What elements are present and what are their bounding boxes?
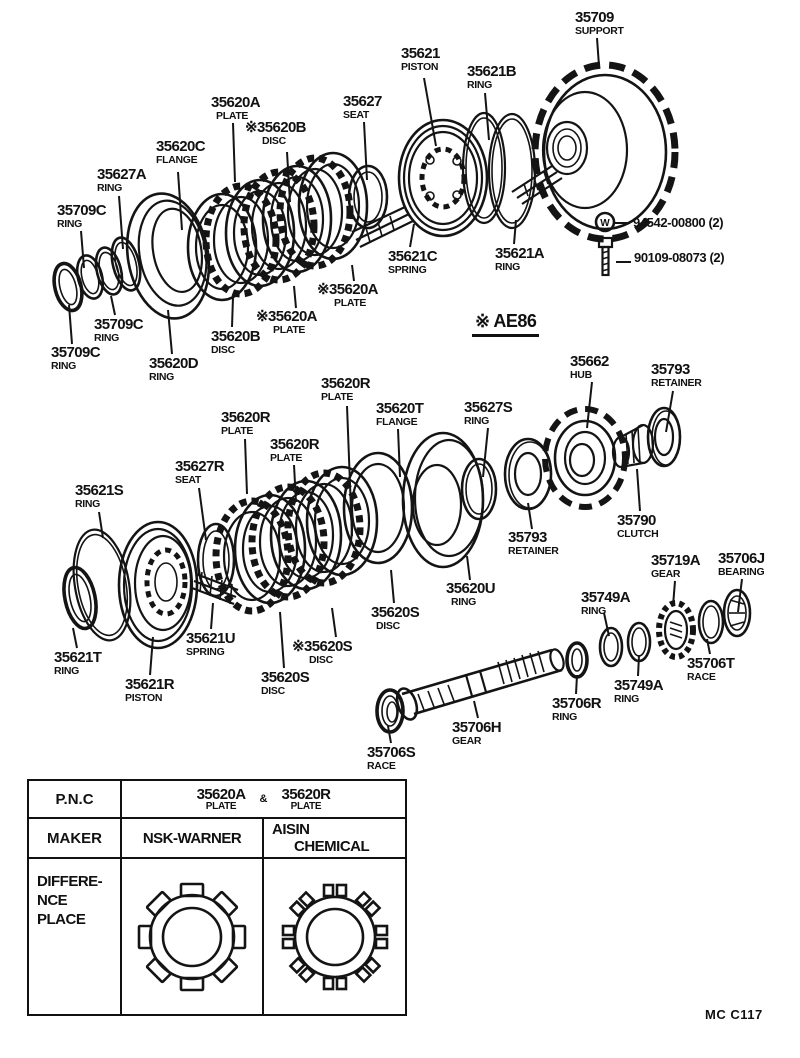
plate-drawing-nsk <box>122 859 264 1014</box>
part-label: 35620R PLATE <box>221 409 270 438</box>
part-label: 35706T RACE <box>687 655 735 684</box>
part-label: 35709C RING <box>51 344 100 373</box>
part-label: 35620S DISC <box>371 604 420 633</box>
top-drum-35620D <box>118 187 219 325</box>
part-label: 35621T RING <box>54 649 102 678</box>
part-label: 35621B RING <box>467 63 516 92</box>
part-label: ※35620B DISC <box>245 119 306 148</box>
mid-drum-35620U <box>403 433 483 567</box>
pnc-value-cell <box>122 781 405 817</box>
difference-header-cell: DIFFERE- NCE PLACE <box>29 859 122 1014</box>
part-label: 35719A GEAR <box>651 552 700 581</box>
top-ring-35621A <box>489 114 535 228</box>
part-label: 35621U SPRING <box>186 630 235 659</box>
pnc-item-a: 35620A PLATE <box>196 785 246 812</box>
part-label: 35620D RING <box>149 355 198 384</box>
part-label: 35620A PLATE <box>211 94 260 123</box>
retainer-35793-right <box>648 408 680 466</box>
maker-b-cell: AISIN CHEMICAL <box>272 820 370 855</box>
maker-header-cell: MAKER <box>29 819 122 857</box>
top-piston-35621 <box>399 120 487 236</box>
part-label: 35706S RACE <box>367 744 416 773</box>
race-35706T <box>699 601 723 643</box>
part-label: 35621S RING <box>75 482 124 511</box>
part-label: ※35620A PLATE <box>256 308 317 337</box>
part-label: 35620R PLATE <box>321 375 370 404</box>
part-label: ※35620S DISC <box>292 638 353 667</box>
part-label: 35706H GEAR <box>452 719 501 748</box>
washer-icon <box>596 213 614 231</box>
part-label: 35621R PISTON <box>125 676 174 705</box>
part-label: 35627R SEAT <box>175 458 224 487</box>
part-label: 35621C SPRING <box>388 248 437 277</box>
part-label: 35749A RING <box>581 589 630 618</box>
fastener-callout: 94542-00800 (2) <box>633 215 724 230</box>
page-code: MC C117 <box>705 1007 763 1022</box>
part-label: 35709C RING <box>57 202 106 231</box>
part-label: 35749A RING <box>614 677 663 706</box>
part-label: 35627A RING <box>97 166 146 195</box>
part-label: 35627S RING <box>464 399 513 428</box>
part-label: 35709C RING <box>94 316 143 345</box>
part-label: 35620B DISC <box>211 328 260 357</box>
part-label: 35620C FLANGE <box>156 138 205 167</box>
part-label: 35621 PISTON <box>401 45 440 74</box>
part-label: 35621A RING <box>495 245 544 274</box>
fastener-callout: 90109-08073 (2) <box>634 250 725 265</box>
plate-drawing-aisin <box>264 859 405 1014</box>
part-label: 35709 SUPPORT <box>575 9 624 38</box>
ring-35706R <box>567 643 587 677</box>
top-disc-stack <box>188 153 367 300</box>
top-ring-35621B <box>463 113 505 223</box>
part-label: 35793 RETAINER <box>508 529 559 558</box>
maker-a-cell: NSK-WARNER <box>122 819 264 857</box>
applicability-note: ※ AE86 <box>472 311 539 337</box>
part-label: 35790 CLUTCH <box>617 512 659 541</box>
part-label: 35793 RETAINER <box>651 361 702 390</box>
part-label: 35706R RING <box>552 695 601 724</box>
pnc-item-b: 35620R PLATE <box>281 785 331 812</box>
part-label: 35706J BEARING <box>718 550 765 579</box>
ampersand: & <box>259 793 268 805</box>
part-label: 35620S DISC <box>261 669 310 698</box>
bolt-icon <box>599 238 612 275</box>
support-drum-35709 <box>512 65 675 239</box>
part-label: 35620U RING <box>446 580 495 609</box>
maker-comparison-table <box>27 779 407 1016</box>
part-label: 35620R PLATE <box>270 436 319 465</box>
bearing-35706J <box>724 590 750 636</box>
gear-35719A <box>659 603 693 657</box>
part-label: 35620T FLANGE <box>376 400 424 429</box>
pnc-header-cell: P.N.C <box>29 781 122 817</box>
ring-35749A-1 <box>600 628 622 666</box>
part-label: ※35620A PLATE <box>317 281 378 310</box>
svg-text:W: W <box>600 218 610 229</box>
plate-a-lugs <box>139 884 245 990</box>
part-label: 35627 SEAT <box>343 93 382 122</box>
part-label: 35662 HUB <box>570 353 609 382</box>
plate-b-lugs <box>283 885 387 989</box>
shaft-35706H <box>393 648 566 722</box>
top-shaft <box>352 207 413 247</box>
mid-seat-35627R <box>198 524 234 596</box>
